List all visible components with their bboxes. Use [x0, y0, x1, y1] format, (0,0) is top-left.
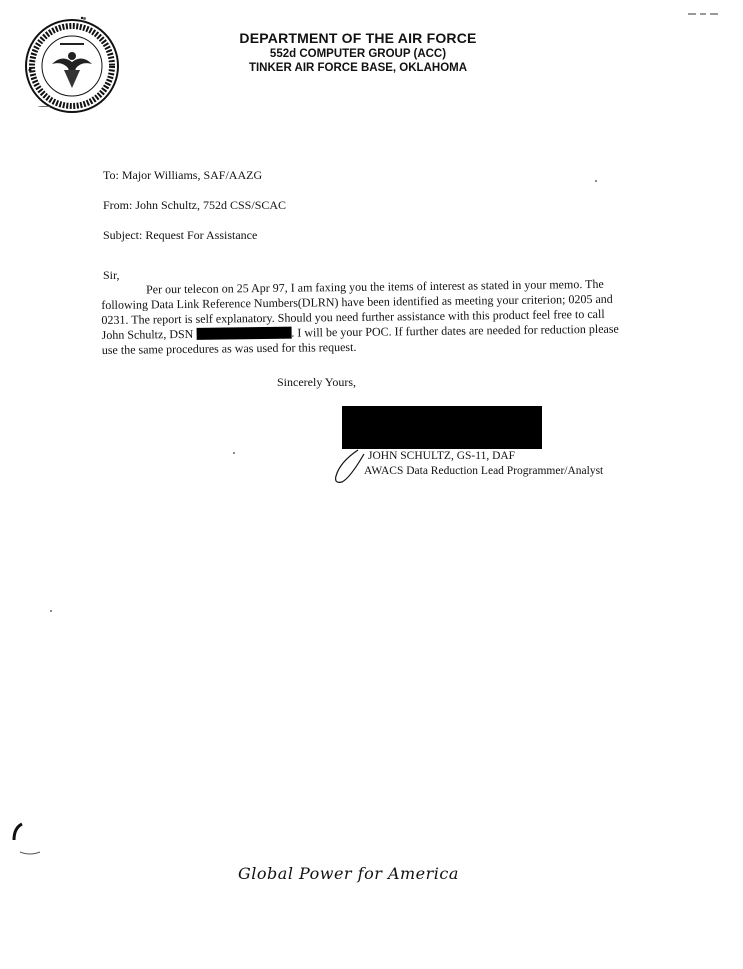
- base-name: TINKER AIR FORCE BASE, OKLAHOMA: [248, 62, 468, 74]
- corner-marks: [688, 4, 720, 10]
- scan-speck: [233, 452, 235, 454]
- letterhead: [205, 30, 511, 75]
- body-line-5: use the same procedures as was used for this request.: [101, 339, 357, 357]
- memo-to: To: Major Williams, SAF/AAZG: [103, 168, 263, 182]
- closing: Sincerely Yours,: [277, 375, 357, 389]
- unit-name: 552d COMPUTER GROUP (ACC): [269, 48, 447, 60]
- scan-speck: [50, 610, 52, 612]
- dod-seal: [20, 14, 126, 114]
- scan-speck: [83, 17, 86, 20]
- signer-title: AWACS Data Reduction Lead Programmer/Analyst: [364, 465, 604, 477]
- scan-speck: [595, 180, 597, 182]
- letter-body: [101, 276, 637, 358]
- redacted-signature: [342, 406, 542, 449]
- body-line-4-start: John Schultz, DSN: [101, 326, 194, 342]
- signer-name: JOHN SCHULTZ, GS-11, DAF: [368, 450, 516, 462]
- footer-motto: [236, 860, 459, 886]
- salutation: Sir,: [103, 268, 120, 282]
- memo-from: From: John Schultz, 752d CSS/SCAC: [103, 198, 287, 212]
- svg-text:Global Power for America: Global Power for America: [238, 864, 459, 883]
- department-name: DEPARTMENT OF THE AIR FORCE: [239, 30, 477, 46]
- body-line-4-end: . I will be your POC. If further dates are needed for reduction please: [291, 321, 619, 340]
- body-line-3: 0231. The report is self explanatory. Should you need further assistance with this product feel free to call: [101, 306, 605, 327]
- margin-mark: [6, 818, 44, 858]
- body-line-2: following Data Link Reference Numbers(DLRN) have been identified as meeting your criterion; 0205 and: [101, 291, 613, 312]
- body-line-1: Per our telecon on 25 Apr 97, I am faxing you the items of interest as stated in your memo. The: [145, 276, 604, 297]
- scan-speck: [38, 106, 50, 107]
- redacted-phone: [196, 327, 291, 340]
- memo-subject: Subject: Request For Assistance: [103, 228, 258, 242]
